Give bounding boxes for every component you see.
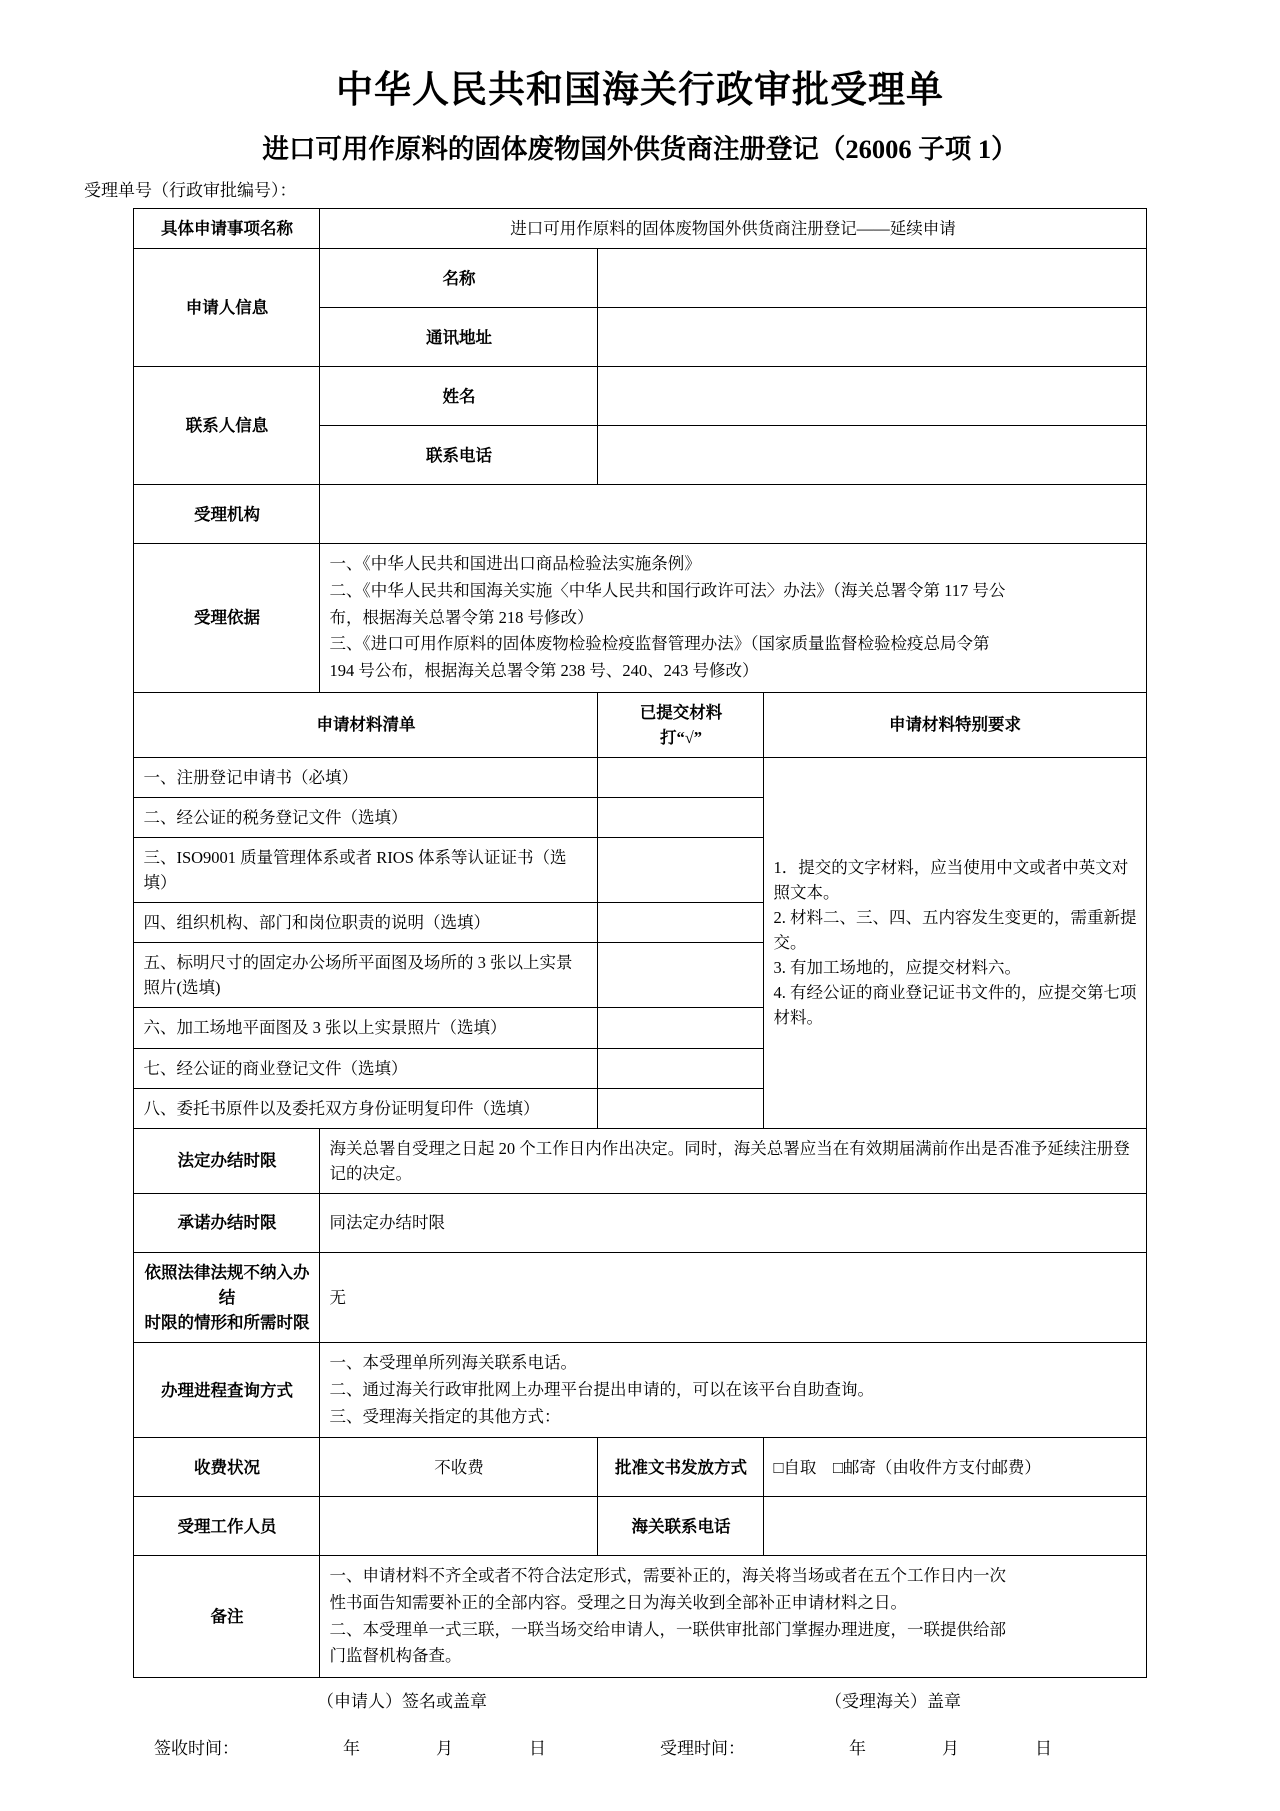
item-name-value: 进口可用作原料的固体废物国外供货商注册登记——延续申请: [320, 209, 1146, 249]
material-check-box[interactable]: [598, 757, 764, 797]
legal-basis-content: [320, 544, 1146, 693]
requirement-line: 1．提交的文字材料，应当使用中文或者中英文对照文本。: [773, 858, 1129, 903]
query-method-line: 二、通过海关行政审批网上办理平台提出申请的，可以在该平台自助查询。: [329, 1379, 874, 1399]
legal-time-limit-label: 法定办结时限: [134, 1128, 320, 1193]
submitted-check-header: [598, 692, 764, 757]
receipt-number-label: 受理单号（行政审批编号）：: [84, 180, 297, 200]
contact-phone-field[interactable]: [598, 426, 1146, 485]
accept-year-unit: 年: [849, 1739, 866, 1759]
excluded-time-label: [134, 1252, 320, 1342]
table-row-excluded-time: [134, 1252, 1146, 1342]
submitted-check-header-line2: 打“√”: [659, 727, 702, 747]
material-check-box[interactable]: [598, 943, 764, 1008]
query-method-label: 办理进程查询方式: [134, 1343, 320, 1438]
page-subtitle: 进口可用作原料的固体废物国外供货商注册登记（26006 子项 1）: [262, 134, 1018, 165]
table-row-applicant-name: [134, 249, 1146, 308]
accept-day-unit: 日: [1035, 1739, 1052, 1759]
receive-date-block: [134, 1734, 640, 1759]
material-check-box[interactable]: [598, 1008, 764, 1048]
applicant-address-field[interactable]: [598, 308, 1146, 367]
applicant-address-label: 通讯地址: [320, 308, 598, 367]
remarks-line: 性书面告知需要补正的全部内容。受理之日为海关收到全部补正申请材料之日。: [329, 1592, 907, 1612]
accept-time-label: 受理时间：: [660, 1739, 745, 1759]
excluded-time-label-line1: 依照法律法规不纳入办结: [144, 1262, 310, 1307]
delivery-method-options: [764, 1438, 1146, 1497]
legal-basis-label: 受理依据: [134, 544, 320, 693]
legal-basis-line: 194 号公布，根据海关总署令第 238 号、240、243 号修改）: [329, 661, 759, 681]
table-row-materials-header: [134, 692, 1146, 757]
receive-day-unit: 日: [529, 1739, 546, 1759]
fee-status-value: 不收费: [320, 1438, 598, 1497]
excluded-time-label-line2: 时限的情形和所需时限: [144, 1313, 310, 1332]
materials-list-header: 申请材料清单: [134, 692, 598, 757]
delivery-option-mail-checkbox[interactable]: □邮寄（由收件方支付邮费）: [832, 1457, 1041, 1477]
query-method-content: [320, 1343, 1146, 1438]
material-item-label: 三、ISO9001 质量管理体系或者 RIOS 体系等认证证书（选填）: [134, 838, 598, 903]
material-check-box[interactable]: [598, 838, 764, 903]
accept-month-unit: 月: [942, 1739, 959, 1759]
requirement-line: 3. 有加工场地的，应提交材料六。: [773, 958, 1021, 978]
material-check-box[interactable]: [598, 1048, 764, 1088]
remarks-label: 备注: [134, 1556, 320, 1678]
requirement-line: 4. 有经公证的商业登记证书文件的，应提交第七项材料。: [773, 983, 1137, 1028]
requirement-line: 2. 材料二、三、四、五内容发生变更的，需重新提交。: [773, 908, 1137, 953]
material-item-label: 八、委托书原件以及委托双方身份证明复印件（选填）: [134, 1088, 598, 1128]
material-item-label: 六、加工场地平面图及 3 张以上实景照片（选填）: [134, 1008, 598, 1048]
page-title: 中华人民共和国海关行政审批受理单: [336, 70, 944, 111]
special-requirements-content: [764, 757, 1146, 1128]
contact-name-field[interactable]: [598, 367, 1146, 426]
customs-phone-field[interactable]: [764, 1497, 1146, 1556]
material-item-label: 一、注册登记申请书（必填）: [134, 757, 598, 797]
date-row: [134, 1734, 1146, 1759]
submitted-check-header-line1: 已提交材料: [639, 702, 723, 722]
legal-basis-line: 二、《中华人民共和国海关实施〈中华人民共和国行政许可法〉办法》（海关总署令第 117 号公: [329, 580, 1006, 600]
fee-status-label: 收费状况: [134, 1438, 320, 1497]
approval-form-table: [133, 208, 1146, 1678]
table-row-item-name: [134, 209, 1146, 249]
material-item-label: 五、标明尺寸的固定办公场所平面图及场所的 3 张以上实景照片(选填): [134, 943, 598, 1008]
material-item-label: 七、经公证的商业登记文件（选填）: [134, 1048, 598, 1088]
receive-year-unit: 年: [343, 1739, 360, 1759]
contact-phone-label: 联系电话: [320, 426, 598, 485]
delivery-option-self-pickup-checkbox[interactable]: □自取: [773, 1457, 817, 1477]
table-row-material: [134, 757, 1146, 797]
remarks-line: 门监督机构备查。: [329, 1646, 462, 1666]
applicant-name-label: 名称: [320, 249, 598, 308]
material-item-label: 二、经公证的税务登记文件（选填）: [134, 797, 598, 837]
table-row-staff: [134, 1497, 1146, 1556]
receive-time-label: 签收时间：: [154, 1739, 239, 1759]
legal-basis-line: 布，根据海关总署令第 218 号修改）: [329, 607, 594, 627]
remarks-line: 一、申请材料不齐全或者不符合法定形式，需要补正的，海关将当场或者在五个工作日内一次: [329, 1566, 1006, 1586]
table-row-fee-status: [134, 1438, 1146, 1497]
material-check-box[interactable]: [598, 797, 764, 837]
signature-row: [134, 1687, 1146, 1712]
table-row-contact-name: [134, 367, 1146, 426]
material-item-label: 四、组织机构、部门和岗位职责的说明（选填）: [134, 903, 598, 943]
query-method-line: 三、受理海关指定的其他方式：: [329, 1406, 561, 1426]
table-row-legal-basis: [134, 544, 1146, 693]
agency-label: 受理机构: [134, 485, 320, 544]
special-requirements-header: 申请材料特别要求: [764, 692, 1146, 757]
promise-time-limit-value: 同法定办结时限: [320, 1193, 1146, 1252]
customs-phone-label: 海关联系电话: [598, 1497, 764, 1556]
remarks-line: 二、本受理单一式三联，一联当场交给申请人，一联供审批部门掌握办理进度，一联提供给部: [329, 1619, 1006, 1639]
receive-month-unit: 月: [436, 1739, 453, 1759]
item-name-label: 具体申请事项名称: [134, 209, 320, 249]
material-check-box[interactable]: [598, 903, 764, 943]
applicant-info-label: 申请人信息: [134, 249, 320, 367]
agency-field[interactable]: [320, 485, 1146, 544]
staff-field[interactable]: [320, 1497, 598, 1556]
legal-basis-line: 一、《中华人民共和国进出口商品检验法实施条例》: [329, 554, 701, 574]
query-method-line: 一、本受理单所列海关联系电话。: [329, 1353, 577, 1373]
table-row-remarks: [134, 1556, 1146, 1678]
legal-time-limit-value: 海关总署自受理之日起 20 个工作日内作出决定。同时，海关总署应当在有效期届满前作出是否准予延续注册登记的决定。: [320, 1128, 1146, 1193]
promise-time-limit-label: 承诺办结时限: [134, 1193, 320, 1252]
accept-date-block: [640, 1734, 1146, 1759]
excluded-time-value: 无: [320, 1252, 1146, 1342]
material-check-box[interactable]: [598, 1088, 764, 1128]
delivery-method-label: 批准文书发放方式: [598, 1438, 764, 1497]
applicant-name-field[interactable]: [598, 249, 1146, 308]
table-row-query-method: [134, 1343, 1146, 1438]
customs-seal-label: （受理海关）盖章: [825, 1692, 961, 1712]
staff-label: 受理工作人员: [134, 1497, 320, 1556]
table-row-agency: [134, 485, 1146, 544]
contact-name-label: 姓名: [320, 367, 598, 426]
table-row-legal-time-limit: [134, 1128, 1146, 1193]
contact-info-label: 联系人信息: [134, 367, 320, 485]
applicant-signature-label: （申请人）签名或盖章: [317, 1692, 487, 1712]
table-row-promise-time-limit: [134, 1193, 1146, 1252]
legal-basis-line: 三、《进口可用作原料的固体废物检验检疫监督管理办法》（国家质量监督检验检疫总局令第: [329, 634, 990, 654]
remarks-content: [320, 1556, 1146, 1678]
